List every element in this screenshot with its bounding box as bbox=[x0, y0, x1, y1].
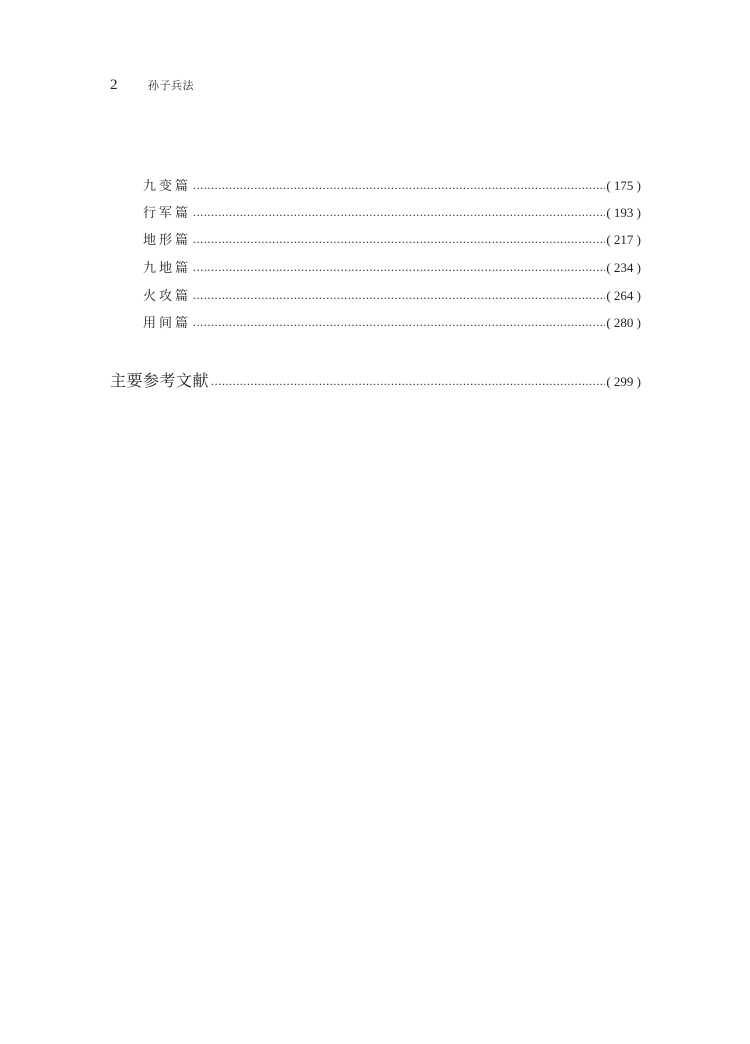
page-number-value: 299 bbox=[613, 374, 634, 389]
close-paren: ) bbox=[633, 178, 641, 193]
toc-entry-jiudi[interactable] bbox=[143, 258, 641, 278]
dot-leader bbox=[193, 202, 605, 222]
open-paren: ( bbox=[606, 178, 614, 193]
close-paren: ) bbox=[633, 205, 641, 220]
toc-entry-page bbox=[606, 313, 641, 333]
page-number-value: 280 bbox=[613, 315, 634, 330]
toc-entry-page bbox=[606, 371, 641, 393]
page-number-value: 264 bbox=[613, 288, 634, 303]
toc-entry-page bbox=[606, 258, 641, 278]
toc-entry-yongjian[interactable] bbox=[143, 313, 641, 333]
toc-entry-label: 地形篇 bbox=[143, 233, 192, 248]
dot-leader bbox=[193, 312, 605, 332]
toc-entry-label: 火攻篇 bbox=[143, 289, 192, 304]
close-paren: ) bbox=[633, 374, 641, 389]
dot-leader bbox=[193, 285, 605, 305]
toc-entry-dixing[interactable] bbox=[143, 230, 641, 250]
toc-entry-huogong[interactable] bbox=[143, 286, 641, 306]
close-paren: ) bbox=[633, 288, 641, 303]
close-paren: ) bbox=[633, 232, 641, 247]
toc-entry-label: 行军篇 bbox=[143, 206, 192, 221]
close-paren: ) bbox=[633, 260, 641, 275]
open-paren: ( bbox=[606, 205, 614, 220]
open-paren: ( bbox=[606, 288, 614, 303]
toc-entry-references[interactable] bbox=[110, 370, 641, 392]
page-number-value: 234 bbox=[613, 260, 634, 275]
dot-leader bbox=[193, 229, 605, 249]
page-number-value: 175 bbox=[613, 178, 634, 193]
open-paren: ( bbox=[606, 232, 614, 247]
toc-entry-page bbox=[606, 176, 641, 196]
toc-entry-xingjun[interactable] bbox=[143, 203, 641, 223]
toc-entry-label: 九地篇 bbox=[143, 261, 192, 276]
toc-entry-page bbox=[606, 203, 641, 223]
dot-leader bbox=[193, 175, 605, 195]
toc-entry-jiubian[interactable] bbox=[143, 176, 641, 196]
book-title: 孙子兵法 bbox=[148, 79, 194, 92]
open-paren: ( bbox=[606, 315, 614, 330]
open-paren: ( bbox=[606, 374, 614, 389]
close-paren: ) bbox=[633, 315, 641, 330]
running-head bbox=[110, 76, 194, 94]
toc-entry-label: 用间篇 bbox=[143, 316, 192, 331]
page-number-value: 217 bbox=[613, 232, 634, 247]
dot-leader bbox=[193, 257, 605, 277]
toc-entry-label: 九变篇 bbox=[143, 179, 192, 194]
dot-leader bbox=[211, 370, 605, 392]
open-paren: ( bbox=[606, 260, 614, 275]
toc-entry-label: 主要参考文献 bbox=[110, 371, 210, 390]
page-number: 2 bbox=[110, 76, 118, 93]
toc-entry-page bbox=[606, 230, 641, 250]
page-number-value: 193 bbox=[613, 205, 634, 220]
toc-entry-page bbox=[606, 286, 641, 306]
